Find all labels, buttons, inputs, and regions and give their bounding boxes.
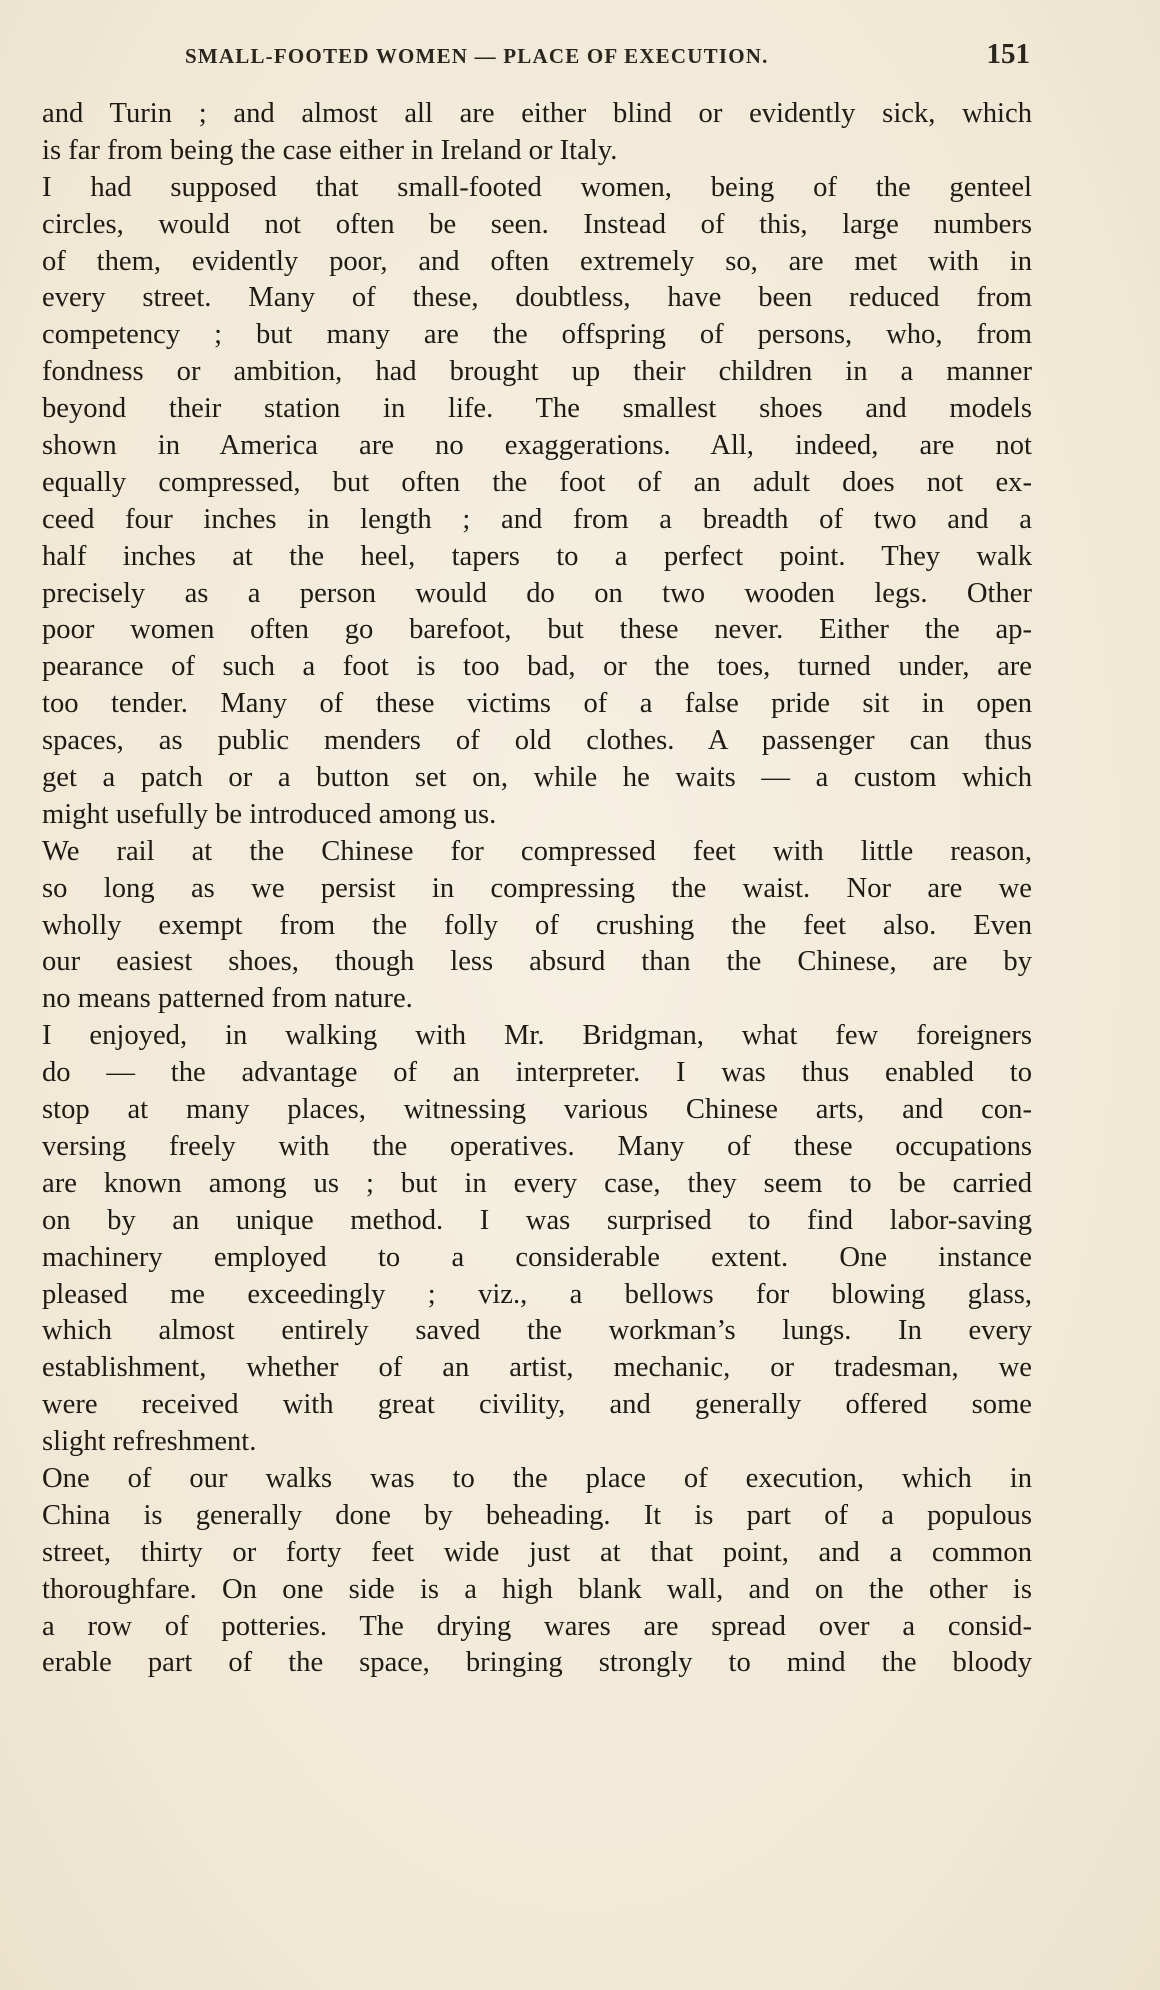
- text-line: on by an unique method. I was surprised to find labor-saving: [42, 1204, 1032, 1236]
- text-line: beyond their station in life. The smallest shoes and models: [42, 393, 1032, 425]
- text-line: street, thirty or forty feet wide just at that point, and a common: [42, 1536, 1032, 1568]
- text-line: so long as we persist in compressing the waist. Nor are we: [42, 872, 1032, 904]
- text-line: One of our walks was to the place of execution, which in: [42, 1462, 1032, 1494]
- text-line: is far from being the case either in Ireland or Italy.: [42, 134, 618, 166]
- text-line: spaces, as public menders of old clothes. A passenger can thus: [42, 725, 1032, 757]
- text-line: circles, would not often be seen. Instead of this, large numbers: [42, 208, 1032, 240]
- text-line: shown in America are no exaggerations. All, indeed, are not: [42, 430, 1032, 462]
- text-line: versing freely with the operatives. Many of these occupations: [42, 1130, 1032, 1162]
- text-line: a row of potteries. The drying wares are spread over a consid-: [42, 1610, 1032, 1642]
- text-line: our easiest shoes, though less absurd than the Chinese, are by: [42, 946, 1032, 978]
- text-line: pearance of such a foot is too bad, or the toes, turned under, are: [42, 651, 1032, 683]
- text-line: half inches at the heel, tapers to a perfect point. They walk: [42, 540, 1032, 572]
- running-head: SMALL-FOOTED WOMEN — PLACE OF EXECUTION.: [185, 44, 769, 68]
- text-line: and Turin ; and almost all are either blind or evidently sick, which: [42, 98, 1032, 129]
- text-line: do — the advantage of an interpreter. I was thus enabled to: [42, 1057, 1032, 1089]
- text-line: pleased me exceedingly ; viz., a bellows for blowing glass,: [42, 1278, 1032, 1310]
- text-line: machinery employed to a considerable extent. One instance: [42, 1241, 1032, 1273]
- text-line: fondness or ambition, had brought up their children in a manner: [42, 356, 1032, 388]
- text-line: which almost entirely saved the workman’s lungs. In every: [42, 1315, 1032, 1347]
- text-line: no means patterned from nature.: [42, 983, 413, 1015]
- text-line: thoroughfare. On one side is a high blank wall, and on the other is: [42, 1573, 1032, 1605]
- text-line: equally compressed, but often the foot of an adult does not ex-: [42, 466, 1032, 498]
- page-number: 151: [986, 38, 1030, 70]
- text-line: establishment, whether of an artist, mechanic, or tradesman, we: [42, 1352, 1032, 1384]
- text-line: are known among us ; but in every case, they seem to be carried: [42, 1167, 1032, 1199]
- text-line: erable part of the space, bringing strongly to mind the bloody: [42, 1647, 1032, 1679]
- text-line: might usefully be introduced among us.: [42, 798, 497, 830]
- text-line: precisely as a person would do on two wooden legs. Other: [42, 577, 1032, 609]
- page-header: [185, 38, 1030, 78]
- text-line: were received with great civility, and generally offered some: [42, 1389, 1032, 1421]
- text-line: get a patch or a button set on, while he waits — a custom which: [42, 762, 1032, 794]
- text-line: We rail at the Chinese for compressed feet with little reason,: [42, 835, 1032, 867]
- text-line: of them, evidently poor, and often extremely so, are met with in: [42, 245, 1032, 277]
- text-line: I enjoyed, in walking with Mr. Bridgman, what few foreigners: [42, 1020, 1032, 1052]
- text-line: slight refreshment.: [42, 1426, 257, 1458]
- text-line: too tender. Many of these victims of a false pride sit in open: [42, 688, 1032, 720]
- text-line: ceed four inches in length ; and from a breadth of two and a: [42, 503, 1032, 535]
- text-line: competency ; but many are the offspring of persons, who, from: [42, 319, 1032, 351]
- body-text: [42, 96, 1032, 1682]
- text-line: poor women often go barefoot, but these never. Either the ap-: [42, 614, 1032, 646]
- text-line: I had supposed that small-footed women, being of the genteel: [42, 171, 1032, 203]
- text-line: stop at many places, witnessing various Chinese arts, and con-: [42, 1094, 1032, 1126]
- text-line: wholly exempt from the folly of crushing the feet also. Even: [42, 909, 1032, 941]
- text-line: every street. Many of these, doubtless, have been reduced from: [42, 282, 1032, 314]
- text-line: China is generally done by beheading. It is part of a populous: [42, 1499, 1032, 1531]
